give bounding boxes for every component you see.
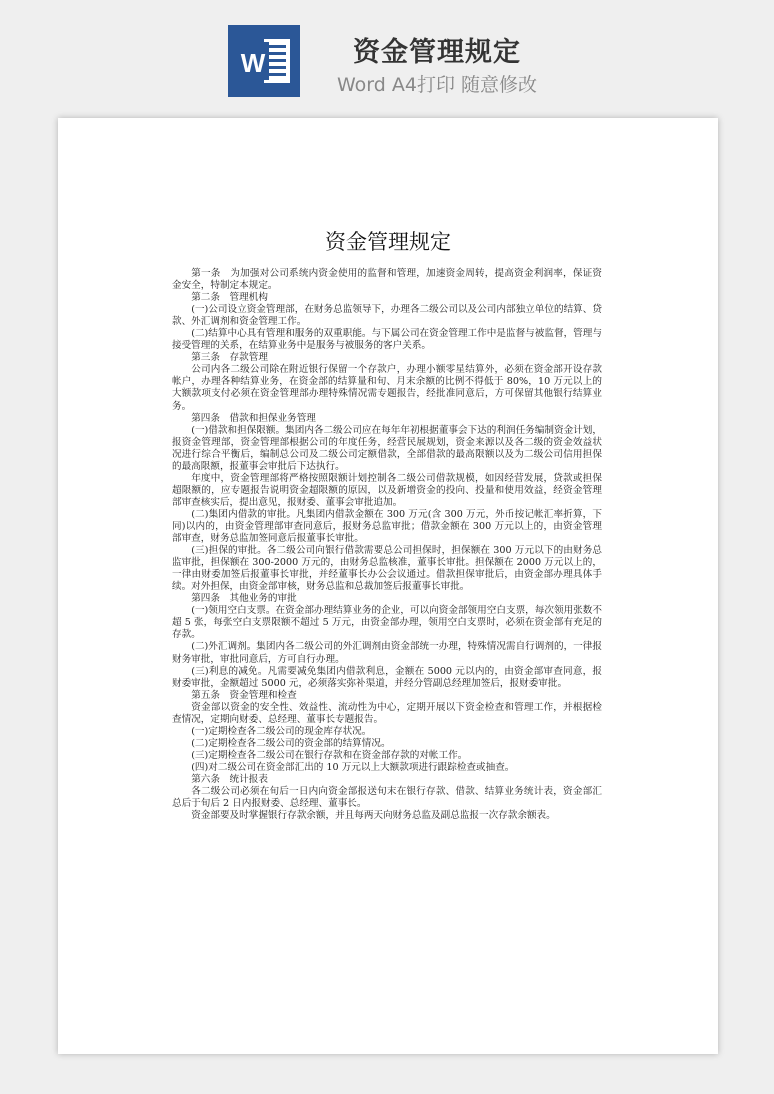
paragraph: (三)担保的审批。各二级公司向银行借款需要总公司担保时，担保额在 300 万元以下的由财务总监审批，担保额在 300-2000 万元的，由财务总监核准，董事长审批。担保额在 2000 万元以上的，一律由财委加签后报董事长审批，并经董事长办公会议通过。借款担保审批后，由资金部办理具体手续。对外担保，由资金部审核，财务总监和总裁加签后报董事长审批。 <box>172 545 602 593</box>
document-page <box>58 118 718 1054</box>
paragraph: 资金部以资金的安全性、效益性、流动性为中心，定期开展以下资金检查和管理工作，并根据检查情况，定期向财委、总经理、董事长专题报告。 <box>172 701 602 725</box>
paragraph: (四)对二级公司在资金部汇出的 10 万元以上大额款项进行跟踪检查或抽查。 <box>191 761 515 773</box>
paragraph: 公司内各二级公司除在附近银行保留一个存款户，办理小额零星结算外，必须在资金部开设存款帐户，办理各种结算业务，在资金部的结算量和旬、月末余额的比例不得低于 80%，10 万元以上的大额款项支付必须在资金管理部办理特殊情况需专题报告，经批准同意后，方可保留其他银行结算业务。 <box>172 364 602 412</box>
document-title: 资金管理规定 <box>325 230 451 254</box>
paragraph: (二)结算中心具有管理和服务的双重职能。与下属公司在资金管理工作中是监督与被监督，管理与接受管理的关系，在结算业务中是服务与被服务的客户关系。 <box>172 328 602 352</box>
section-heading: 第四条 其他业务的审批 <box>191 593 297 605</box>
paragraph: (二)定期检查各二级公司的资金部的结算情况。 <box>191 737 391 749</box>
word-icon <box>228 25 300 97</box>
section-heading: 第五条 资金管理和检查 <box>191 689 297 701</box>
header-title: 资金管理规定 <box>353 37 521 68</box>
paragraph: (一)领用空白支票。在资金部办理结算业务的企业，可以向资金部领用空白支票，每次领用张数不超 5 张，每张空白支票限额不超过 5 万元，由资金部办理，领用空白支票时，必须在资金部有充足的存款。 <box>172 605 602 641</box>
paragraph: 年度中，资金管理部将严格按照限额计划控制各二级公司借款规模，如因经营发展，贷款或担保超限额的，应专题报告说明资金超限额的原因，以及新增资金的投向、投量和使用效益，经资金管理部审查核实后，提出意见，报财委、董事会审批追加。 <box>172 472 602 508</box>
paragraph: (二)集团内借款的审批。凡集团内借款金额在 300 万元(含 300 万元，外币按记帐汇率折算，下同)以内的，由资金管理部审查同意后，报财务总监审批；借款金额在 300 万元以上的，由资金管理部审查，财务总监加签同意后报董事长审批。 <box>172 508 602 545</box>
document-body <box>172 268 602 822</box>
section-heading: 第三条 存款管理 <box>191 352 268 364</box>
page-header <box>0 0 774 112</box>
paragraph: (一)借款和担保限额。集团内各二级公司应在每年年初根据董事会下达的利润任务编制资金计划，报资金管理部，资金管理部根据公司的年度任务，经营民展规划，资金来源以及各二级的资金效益状况进行综合平衡后，编制总公司及二级公司定额借款，全部借款的最高限额以及为二级公司信用担保的最高限额，报董事会审批后下达执行。 <box>172 424 602 472</box>
word-icon-letter: W <box>240 48 266 78</box>
section-heading: 第四条 借款和担保业务管理 <box>191 412 316 424</box>
paragraph: 各二级公司必须在旬后一日内向资金部报送旬末在银行存款、借款、结算业务统计表，资金部汇总后于旬后 2 日内报财委、总经理、董事长。 <box>172 786 602 810</box>
section-heading: 第二条 管理机构 <box>191 292 268 304</box>
header-subtitle: Word A4打印 随意修改 <box>336 74 537 96</box>
section-heading: 第六条 统计报表 <box>191 773 268 785</box>
paragraph: 资金部要及时掌握银行存款余额，并且每两天向财务总监及副总监报一次存款余额表。 <box>191 810 556 822</box>
paragraph: (三)利息的减免。凡需要减免集团内借款利息，金额在 5000 元以内的，由资金部审查同意，报财委审批，金额超过 5000 元，必须落实弥补渠道，并经分管副总经理加签后，报财委审批。 <box>172 665 602 689</box>
paragraph: 第一条 为加强对公司系统内资金使用的监督和管理，加速资金周转，提高资金利润率，保证资金安全，特制定本规定。 <box>172 268 602 292</box>
paragraph: (二)外汇调剂。集团内各二级公司的外汇调剂由资金部统一办理，特殊情况需自行调剂的，一律报财务审批，审批同意后，方可自行办理。 <box>172 641 602 665</box>
paragraph: (一)公司设立资金管理部，在财务总监领导下，办理各二级公司以及公司内部独立单位的结算、贷款、外汇调剂和资金管理工作。 <box>172 304 602 328</box>
paragraph: (一)定期检查各二级公司的现金库存状况。 <box>191 725 372 737</box>
paragraph: (三)定期检查各二级公司在银行存款和在资金部存款的对帐工作。 <box>191 749 468 761</box>
